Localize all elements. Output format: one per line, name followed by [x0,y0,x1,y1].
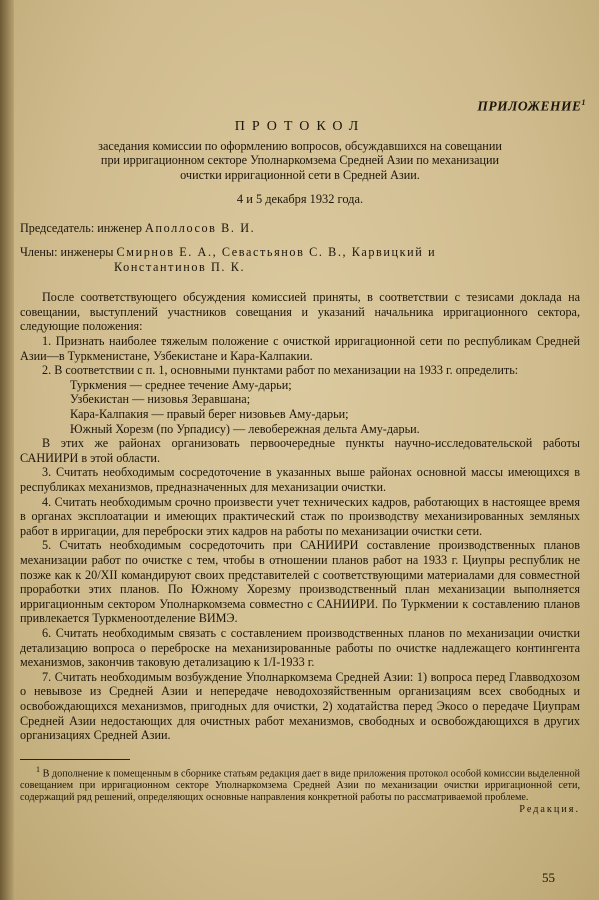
document-title: ПРОТОКОЛ [234,119,366,135]
protocol-body [20,290,580,742]
footnote-mark: 1 [36,764,40,774]
meeting-date: 4 и 5 декабря 1932 года. [236,191,364,206]
footnote-text: В дополнение к помещенным в сборнике статьям редакция дает в виде приложения протокол особой комиссии выделенной совещанием при ирригационном секторе Уполнаркомзема Средней Азии по механизации очистки ирригационной сети, содержащий ряд решений, определяющих основные направления конкретной работы по рассматриваемой проблеме. [20,768,581,804]
region-list-item: Южный Хорезм (по Урпадису) — левобережная дельта Аму-дарьи. [70,421,420,436]
paragraph-item-1: 1. Признать наиболее тяжелым положение с очисткой ирригационной сети по республикам Средней Азии—в Туркменистане, Узбекистане и Кара-Калпакии. [20,334,580,363]
members-names-line2: Константинов П. К. [114,259,246,274]
members-label: Члены: инженеры [20,245,114,260]
subtitle-line: очистки ирригационной сети в Средней Азии. [180,167,420,182]
subtitle-line: заседания комиссии по оформлению вопросов, обсуждавшихся на совещании [98,138,502,153]
page-binding-edge [0,0,14,900]
document-subtitle [20,139,580,182]
paragraph-item-5: 5. Считать необходимым сосредоточить при САНИИРИ составление производственных планов механизации работ по очистке с тем, чтобы в отношении планов работ на 1933 г. Циупры республик не позже как к 20/XII командируют своих представителей с соответствующими материалами для совместной проработки этих планов. По Южному Хорезму производственный план механизации выполняется ирригационным сектором Уполнаркомзема совместно с САНИИРИ. По Туркмении к составлению планов привлекается Туркменоотделение ВИМЭ. [20,538,580,626]
footnote [20,764,581,816]
region-list-item: Кара-Калпакия — правый берег низовьев Аму-дарьи; [70,407,349,422]
chairman-label: Председатель: инженер [20,220,142,235]
region-list-item: Узбекистан — низовья Зеравшана; [70,392,251,407]
paragraph-intro: После соответствующего обсуждения комиссией приняты, в соответствии с тезисами доклада на совещании, выступлений участников совещания и указаний начальника ирригационного сектора, следующие положения: [20,290,580,334]
page-number: 55 [542,870,555,885]
document-content [20,96,586,816]
paragraph-item-6: 6. Считать необходимым связать с составлением производственных планов по механизации очистки детализацию вопроса о переброске на механизированные работы по очистке надлежащего контингента механизмов, закончив таковую детализацию к 1/I-1933 г. [20,625,580,670]
region-list-item: Туркмения — среднее течение Аму-дарьи; [70,377,292,392]
members-names-line1: Смирнов Е. А., Севастьянов С. В., Карвицкий и [116,245,437,260]
members-block [20,245,580,274]
appendix-text: ПРИЛОЖЕНИЕ [477,98,582,114]
footnote-signature: Редакция. [519,804,580,816]
chairman-name: Аполлосов В. И. [145,220,256,235]
paragraph-research: В этих же районах организовать первоочередные пункты научно-исследовательской работы САНИИРИ в этой области. [20,436,580,465]
paragraph-item-4: 4. Считать необходимым срочно произвести учет технических кадров, работающих в настоящее время в органах эксплоатации и имеющих практический стаж по производству механизированных земляных работ в ирригации, для переброски этих кадров на работы по механизации очистки сети. [20,494,580,538]
footnote-divider [20,759,130,760]
subtitle-line: при ирригационном секторе Уполнаркомзема Средней Азии по механизации [100,153,500,168]
paragraph-item-3: 3. Считать необходимым сосредоточение в указанных выше районах основной массы имеющихся в республиках механизмов, предназначенных для механизации очистки. [20,465,580,494]
appendix-footnote-mark: 1 [581,98,586,107]
appendix-label [20,96,586,114]
paragraph-item-2: 2. В соответствии с п. 1, основными пунктами работ по механизации на 1933 г. определить: [42,363,519,378]
paragraph-item-7: 7. Считать необходимым возбуждение Уполнаркомзема Средней Азии: 1) вопроса перед Главводхозом о невывозе из Средней Азии и непередаче неводохозяйственным организациям всех свободных и освобождающихся механизмов, пригодных для очистки, 2) ходатайства перед Экосо о передаче Циупрам Средней Азии недостающих для очистных работ механизмов, свободных и освобождающихся в других организациях Средней Азии. [20,669,580,743]
chairman-line [20,221,580,236]
